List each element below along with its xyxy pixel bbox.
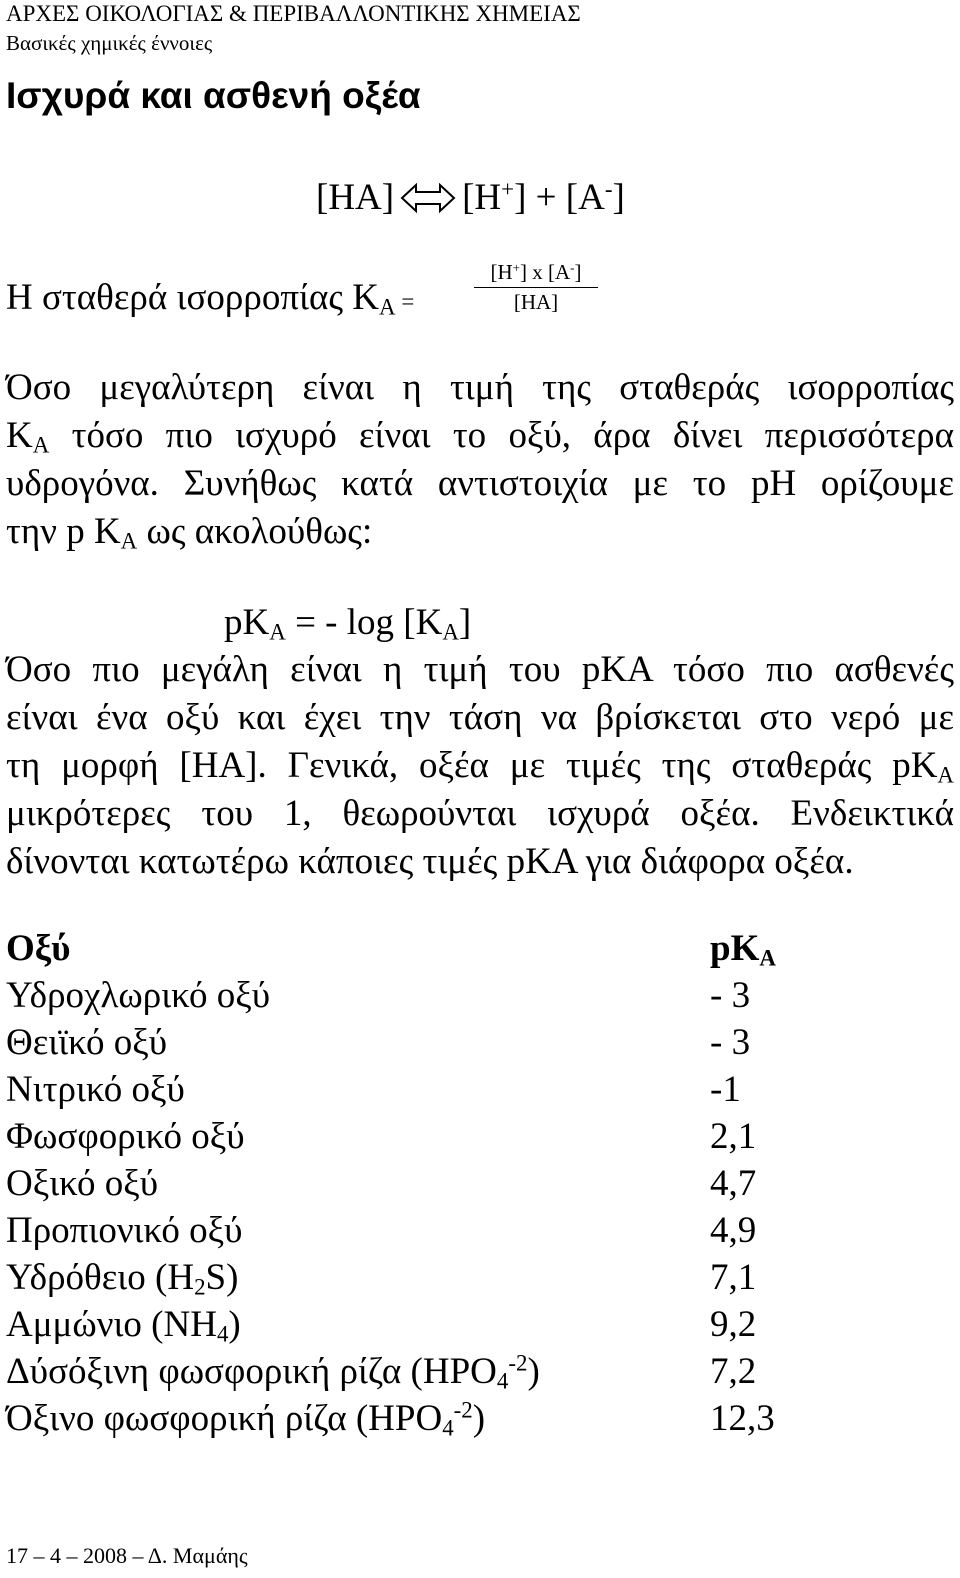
acid-name: Φωσφορικό οξύ (6, 1116, 245, 1157)
acid-name: Οξικό οξύ (6, 1163, 159, 1204)
paragraph-line: την p $K_A$ ως ακολούθως: (6, 511, 373, 554)
ka-label-sub: A (379, 294, 396, 320)
pka-equation: $pK_A$ = - $\log [K_A]$ (224, 602, 472, 645)
acid-name: Νιτρικό οξύ (6, 1069, 185, 1110)
table-header-row (6, 925, 906, 972)
acid-name: Δύσόξινη φωσφορική ρίζα $(HPO_4^{-2})$ (6, 1350, 540, 1394)
pka-table (6, 925, 906, 1442)
table-row (6, 1066, 906, 1113)
ka-equals: = (395, 289, 415, 314)
acid-name: Υδρόθειο $(H_2S)$ (6, 1257, 239, 1300)
paragraph-line: $K_A$ τόσο πιο ισχυρό είναι το οξύ, άρα δίνει περισσότερα (6, 415, 954, 458)
paragraph-ka-strength (6, 364, 954, 556)
paragraph-line: τη μορφή [HA]. Γενικά, οξέα με τιμές της σταθεράς $pK_A$ (6, 745, 954, 788)
acid-name: Προπιονικό οξύ (6, 1210, 243, 1251)
eq-h: [H (462, 177, 502, 218)
paragraph-line: είναι ένα οξύ και έχει την τάση να βρίσκεται στο νερό με (6, 697, 954, 738)
ka-definition-label (6, 275, 414, 325)
acid-pka: 9,2 (710, 1304, 757, 1345)
course-subtitle: Βασικές χημικές έννοιες (6, 31, 213, 55)
eq-close: ] (612, 177, 625, 218)
eq-a-charge: - (604, 176, 613, 202)
eq-a: ] + [A (514, 177, 605, 218)
table-row (6, 972, 906, 1019)
paragraph-line: υδρογόνα. Συνήθως κατά αντιστοιχία με το pH ορίζουμε (6, 463, 954, 504)
paragraph-line: Όσο πιο μεγάλη είναι η τιμή του pKA τόσο πιο ασθενές (6, 649, 954, 690)
acid-name: Όξινο φωσφορική ρίζα $(HPO_4^{-2})$ (6, 1397, 486, 1441)
table-row (6, 1113, 906, 1160)
acid-pka: 7,2 (710, 1351, 757, 1392)
acid-name: Θειϊκό οξύ (6, 1022, 168, 1063)
eq-h-charge: + (501, 176, 515, 202)
ka-label-text: Η σταθερά ισορροπίας K (6, 277, 379, 318)
acid-pka: 2,1 (710, 1116, 757, 1157)
paragraph-pka-meaning (6, 646, 954, 886)
acid-name: Υδροχλωρικό οξύ (6, 975, 271, 1016)
table-row (6, 1207, 906, 1254)
column-header-acid: Οξύ (6, 928, 71, 969)
footer-date-author: 17 – 4 – 2008 – Δ. Μαμάης (6, 1543, 248, 1568)
acid-name: Αμμώνιο $(NH_4)$ (6, 1304, 241, 1347)
course-title: ΑΡΧΕΣ ΟΙΚΟΛΟΓΙΑΣ & ΠΕΡΙΒΑΛΛΟΝΤΙΚΗΣ ΧΗΜΕΙΑΣ (6, 1, 581, 26)
page-title: Ισχυρά και ασθενή οξέα (6, 75, 421, 116)
paragraph-line: Όσο μεγαλύτερη είναι η τιμή της σταθεράς ισορροπίας (6, 367, 954, 408)
table-row (6, 1254, 906, 1301)
acid-pka: 4,7 (710, 1163, 757, 1204)
acid-pka: 4,9 (710, 1210, 757, 1251)
ka-denominator: [HA] (513, 290, 559, 314)
table-row (6, 1019, 906, 1066)
double-arrow-icon (400, 183, 456, 213)
ka-numerator: [H+] x [A-] (474, 259, 598, 288)
acid-pka: 7,1 (710, 1257, 757, 1298)
table-row (6, 1301, 906, 1348)
table-row (6, 1395, 906, 1442)
acid-pka: 12,3 (710, 1398, 775, 1439)
table-row (6, 1160, 906, 1207)
paragraph-line: δίνονται κατωτέρω κάποιες τιμές pKA για διάφορα οξέα. (6, 841, 854, 882)
paragraph-line: μικρότερες του 1, θεωρούνται ισχυρά οξέα. Ενδεικτικά (6, 793, 954, 834)
eq-left: [HA] (316, 177, 395, 218)
ka-fraction (474, 259, 598, 316)
equilibrium-equation (316, 175, 625, 221)
table-row (6, 1348, 906, 1395)
column-header-pka: $pK_A$ (710, 928, 776, 971)
acid-pka: - 3 (710, 1022, 751, 1063)
acid-pka: -1 (710, 1069, 741, 1110)
acid-pka: - 3 (710, 975, 751, 1016)
